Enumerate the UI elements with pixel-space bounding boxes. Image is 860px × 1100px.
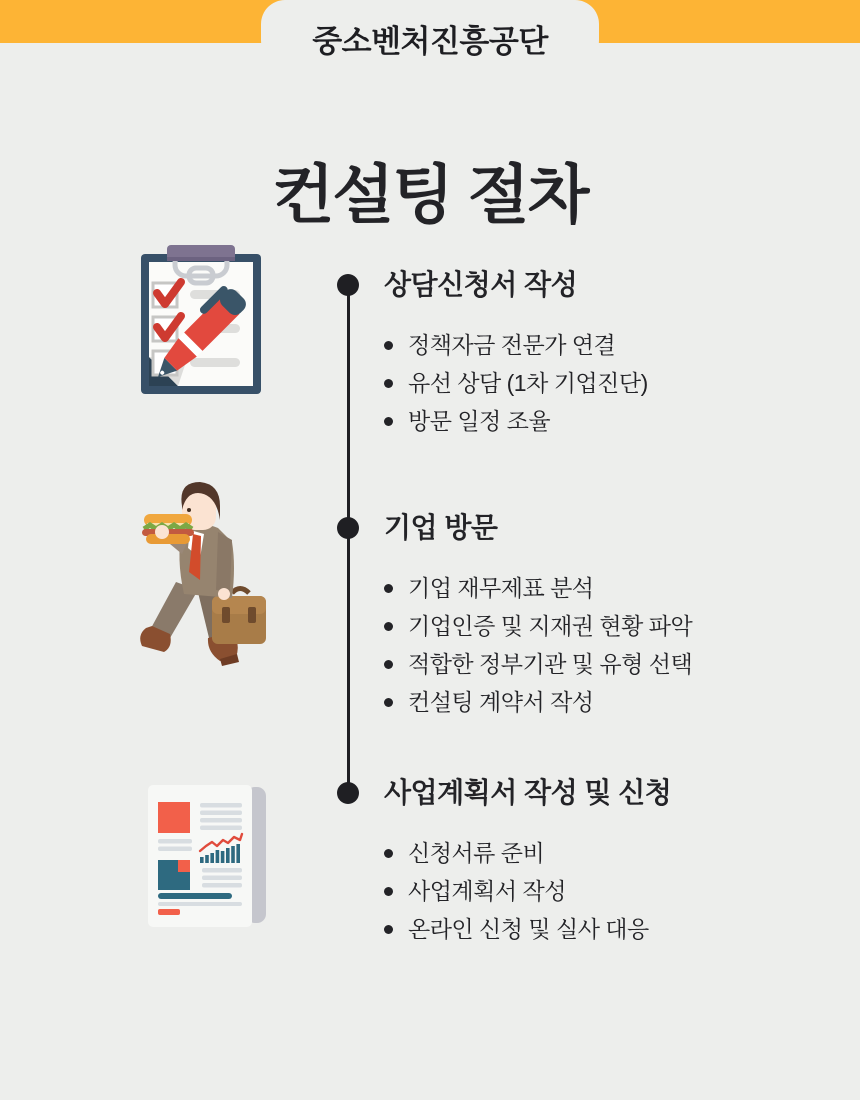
step-heading: 사업계획서 작성 및 신청 (384, 777, 672, 808)
step-item-list (384, 326, 804, 440)
process-step-2 (384, 511, 804, 721)
clipboard-checklist-icon (140, 245, 262, 395)
step-item-list (384, 569, 804, 721)
organization-name: 중소벤처진흥공단 (312, 23, 548, 59)
step-item: 사업계획서 작성 (384, 872, 804, 910)
step-item: 방문 일정 조율 (384, 402, 804, 440)
step-item: 신청서류 준비 (384, 834, 804, 872)
step-heading: 상담신청서 작성 (384, 269, 578, 300)
step-item: 온라인 신청 및 실사 대응 (384, 910, 804, 948)
step-item-list (384, 834, 804, 948)
step-item: 정책자금 전문가 연결 (384, 326, 804, 364)
step-item: 기업인증 및 지재권 현황 파악 (384, 607, 804, 645)
businessman-walking-icon (136, 480, 276, 670)
step-item: 적합한 정부기관 및 유형 선택 (384, 645, 804, 683)
page-title: 컨설팅 절차 (272, 158, 588, 231)
step-item: 컨설팅 계약서 작성 (384, 683, 804, 721)
process-step-3 (384, 776, 804, 948)
timeline-dot (337, 782, 359, 804)
timeline-dot (337, 517, 359, 539)
timeline-dot (337, 274, 359, 296)
step-item: 유선 상담 (1차 기업진단) (384, 364, 804, 402)
timeline-line (347, 285, 350, 793)
business-plan-document-icon (148, 785, 268, 930)
step-item: 기업 재무제표 분석 (384, 569, 804, 607)
process-step-1 (384, 268, 804, 440)
organization-badge (261, 0, 599, 64)
step-heading: 기업 방문 (384, 512, 498, 543)
